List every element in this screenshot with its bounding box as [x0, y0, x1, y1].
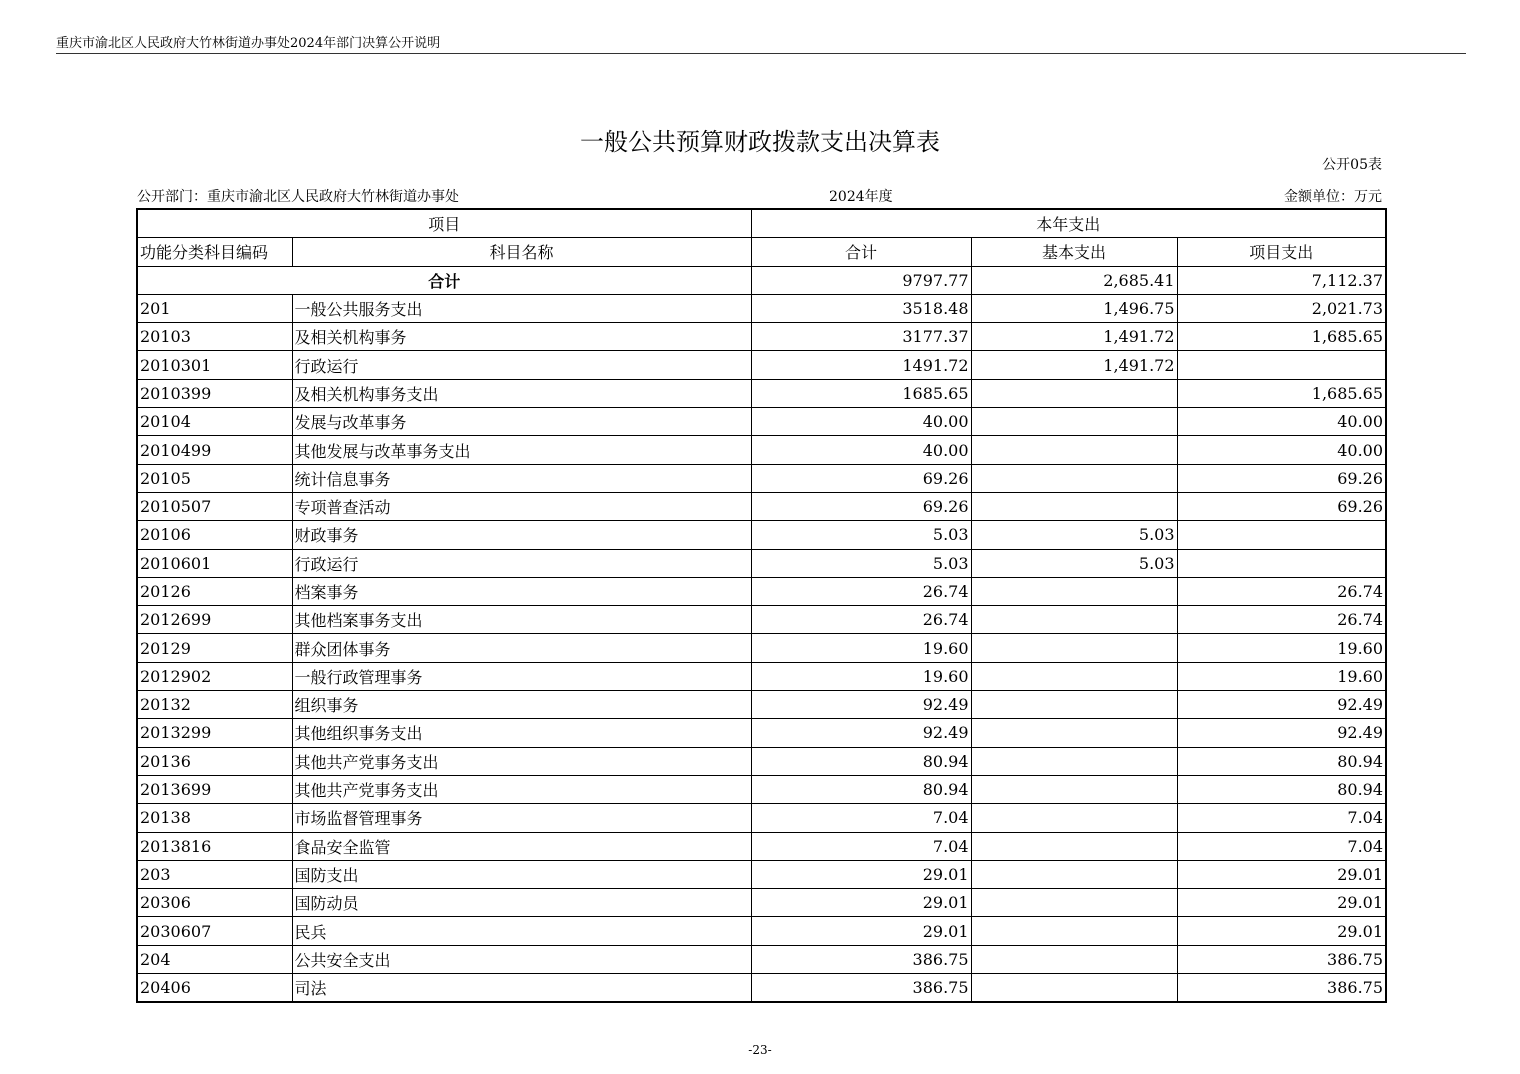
- row-total: 69.26: [751, 464, 971, 492]
- table-row: [137, 351, 1386, 379]
- department-label: 公开部门：重庆市渝北区人民政府大竹林街道办事处: [137, 189, 459, 205]
- meta-line: [137, 186, 1382, 206]
- row-basic: [971, 492, 1177, 520]
- table-row: [137, 832, 1386, 860]
- row-name: 其他档案事务支出: [292, 606, 751, 634]
- row-project: 80.94: [1177, 775, 1386, 803]
- header-current-year: 本年支出: [751, 209, 1386, 238]
- row-basic: [971, 662, 1177, 690]
- row-total: 92.49: [751, 719, 971, 747]
- fiscal-year: 2024年度: [829, 189, 893, 205]
- row-total: 1491.72: [751, 351, 971, 379]
- row-code: 20406: [137, 974, 292, 1003]
- row-code: 2010499: [137, 436, 292, 464]
- row-name: 行政运行: [292, 351, 751, 379]
- row-name: 组织事务: [292, 691, 751, 719]
- row-code: 2013699: [137, 775, 292, 803]
- row-basic: 1,491.72: [971, 323, 1177, 351]
- row-project: 19.60: [1177, 662, 1386, 690]
- row-basic: [971, 832, 1177, 860]
- row-name: 其他共产党事务支出: [292, 775, 751, 803]
- table-row: [137, 549, 1386, 577]
- row-name: 其他组织事务支出: [292, 719, 751, 747]
- row-name: 司法: [292, 974, 751, 1003]
- table-row: [137, 719, 1386, 747]
- row-name: 财政事务: [292, 521, 751, 549]
- row-code: 2013299: [137, 719, 292, 747]
- row-name: 一般行政管理事务: [292, 662, 751, 690]
- row-total: 7.04: [751, 804, 971, 832]
- row-project: 29.01: [1177, 917, 1386, 945]
- row-project: 7.04: [1177, 832, 1386, 860]
- row-code: 2012699: [137, 606, 292, 634]
- row-project: 26.74: [1177, 577, 1386, 605]
- row-name: 公共安全支出: [292, 945, 751, 973]
- row-code: 2010601: [137, 549, 292, 577]
- row-total: 5.03: [751, 521, 971, 549]
- table-row: [137, 521, 1386, 549]
- row-total: 69.26: [751, 492, 971, 520]
- header-divider: [56, 53, 1466, 54]
- row-name: 市场监督管理事务: [292, 804, 751, 832]
- row-name: 行政运行: [292, 549, 751, 577]
- row-total: 1685.65: [751, 379, 971, 407]
- table-row: [137, 408, 1386, 436]
- row-basic: [971, 719, 1177, 747]
- row-code: 20105: [137, 464, 292, 492]
- table-row: [137, 691, 1386, 719]
- page-number: -23-: [748, 1043, 772, 1057]
- row-name: 其他发展与改革事务支出: [292, 436, 751, 464]
- expenditure-table: [136, 208, 1387, 1003]
- row-basic: [971, 974, 1177, 1003]
- table-row: [137, 634, 1386, 662]
- row-total: 26.74: [751, 606, 971, 634]
- row-code: 2030607: [137, 917, 292, 945]
- row-project: [1177, 351, 1386, 379]
- row-basic: [971, 945, 1177, 973]
- row-project: 19.60: [1177, 634, 1386, 662]
- header-basic: 基本支出: [971, 238, 1177, 266]
- row-project: 29.01: [1177, 860, 1386, 888]
- row-total: 40.00: [751, 408, 971, 436]
- row-code: 20136: [137, 747, 292, 775]
- row-basic: [971, 606, 1177, 634]
- row-code: 20306: [137, 889, 292, 917]
- row-project: [1177, 549, 1386, 577]
- row-project: 40.00: [1177, 436, 1386, 464]
- amount-unit: 金额单位：万元: [1284, 189, 1382, 205]
- row-basic: [971, 408, 1177, 436]
- table-row: [137, 662, 1386, 690]
- row-total: 386.75: [751, 945, 971, 973]
- table-row: [137, 747, 1386, 775]
- row-code: 20129: [137, 634, 292, 662]
- row-code: 2010399: [137, 379, 292, 407]
- row-project: 69.26: [1177, 492, 1386, 520]
- header-row-1: [137, 209, 1386, 238]
- row-name: 专项普查活动: [292, 492, 751, 520]
- table-row: [137, 804, 1386, 832]
- row-total: 80.94: [751, 747, 971, 775]
- row-basic: [971, 917, 1177, 945]
- row-basic: [971, 577, 1177, 605]
- row-code: 203: [137, 860, 292, 888]
- row-name: 发展与改革事务: [292, 408, 751, 436]
- row-total: 29.01: [751, 860, 971, 888]
- row-basic: [971, 436, 1177, 464]
- row-project: 92.49: [1177, 719, 1386, 747]
- row-basic: [971, 747, 1177, 775]
- row-name: 及相关机构事务: [292, 323, 751, 351]
- table-row: [137, 606, 1386, 634]
- table-row: [137, 775, 1386, 803]
- row-total: 29.01: [751, 917, 971, 945]
- row-project: 92.49: [1177, 691, 1386, 719]
- row-project: 69.26: [1177, 464, 1386, 492]
- row-code: 2010301: [137, 351, 292, 379]
- total-project: 7,112.37: [1177, 266, 1386, 294]
- row-project: 1,685.65: [1177, 379, 1386, 407]
- row-code: 2013816: [137, 832, 292, 860]
- row-name: 统计信息事务: [292, 464, 751, 492]
- row-project: 40.00: [1177, 408, 1386, 436]
- row-total: 40.00: [751, 436, 971, 464]
- header-name: 科目名称: [292, 238, 751, 266]
- table-row: [137, 860, 1386, 888]
- row-code: 20132: [137, 691, 292, 719]
- table-row: [137, 294, 1386, 322]
- row-basic: [971, 691, 1177, 719]
- row-total: 3518.48: [751, 294, 971, 322]
- row-project: 7.04: [1177, 804, 1386, 832]
- row-code: 2010507: [137, 492, 292, 520]
- row-name: 档案事务: [292, 577, 751, 605]
- row-total: 80.94: [751, 775, 971, 803]
- row-basic: 5.03: [971, 549, 1177, 577]
- row-project: 386.75: [1177, 945, 1386, 973]
- row-name: 及相关机构事务支出: [292, 379, 751, 407]
- row-basic: [971, 860, 1177, 888]
- row-total: 19.60: [751, 634, 971, 662]
- table-row: [137, 917, 1386, 945]
- row-code: 20104: [137, 408, 292, 436]
- row-total: 19.60: [751, 662, 971, 690]
- row-code: 20126: [137, 577, 292, 605]
- table-row: [137, 889, 1386, 917]
- row-basic: [971, 889, 1177, 917]
- table-row: [137, 577, 1386, 605]
- row-project: 2,021.73: [1177, 294, 1386, 322]
- row-code: 20138: [137, 804, 292, 832]
- form-code: 公开05表: [1322, 157, 1382, 173]
- row-code: 2012902: [137, 662, 292, 690]
- row-code: 20106: [137, 521, 292, 549]
- row-name: 国防支出: [292, 860, 751, 888]
- total-row: [137, 266, 1386, 294]
- header-total: 合计: [751, 238, 971, 266]
- row-basic: [971, 379, 1177, 407]
- total-label: 合计: [137, 266, 751, 294]
- row-basic: 5.03: [971, 521, 1177, 549]
- row-project: 29.01: [1177, 889, 1386, 917]
- row-basic: [971, 464, 1177, 492]
- row-project: 1,685.65: [1177, 323, 1386, 351]
- running-header: 重庆市渝北区人民政府大竹林街道办事处2024年部门决算公开说明: [56, 36, 441, 51]
- row-project: 26.74: [1177, 606, 1386, 634]
- row-name: 其他共产党事务支出: [292, 747, 751, 775]
- table-row: [137, 323, 1386, 351]
- row-total: 7.04: [751, 832, 971, 860]
- table-row: [137, 945, 1386, 973]
- row-code: 20103: [137, 323, 292, 351]
- total-basic: 2,685.41: [971, 266, 1177, 294]
- row-code: 204: [137, 945, 292, 973]
- row-total: 29.01: [751, 889, 971, 917]
- row-name: 食品安全监管: [292, 832, 751, 860]
- total-amount: 9797.77: [751, 266, 971, 294]
- row-total: 386.75: [751, 974, 971, 1003]
- header-row-2: [137, 238, 1386, 266]
- header-code: 功能分类科目编码: [137, 238, 292, 266]
- report-title: 一般公共预算财政拨款支出决算表: [580, 128, 940, 156]
- header-project: 项目支出: [1177, 238, 1386, 266]
- header-item: 项目: [137, 209, 751, 238]
- table-row: [137, 436, 1386, 464]
- row-name: 群众团体事务: [292, 634, 751, 662]
- row-basic: [971, 804, 1177, 832]
- row-name: 国防动员: [292, 889, 751, 917]
- row-code: 201: [137, 294, 292, 322]
- row-total: 3177.37: [751, 323, 971, 351]
- row-name: 一般公共服务支出: [292, 294, 751, 322]
- row-project: 386.75: [1177, 974, 1386, 1003]
- row-name: 民兵: [292, 917, 751, 945]
- row-total: 92.49: [751, 691, 971, 719]
- table-row: [137, 379, 1386, 407]
- row-basic: 1,491.72: [971, 351, 1177, 379]
- table-row: [137, 492, 1386, 520]
- row-basic: [971, 634, 1177, 662]
- row-project: [1177, 521, 1386, 549]
- row-basic: 1,496.75: [971, 294, 1177, 322]
- row-project: 80.94: [1177, 747, 1386, 775]
- table-row: [137, 974, 1386, 1003]
- table-row: [137, 464, 1386, 492]
- row-total: 5.03: [751, 549, 971, 577]
- row-basic: [971, 775, 1177, 803]
- row-total: 26.74: [751, 577, 971, 605]
